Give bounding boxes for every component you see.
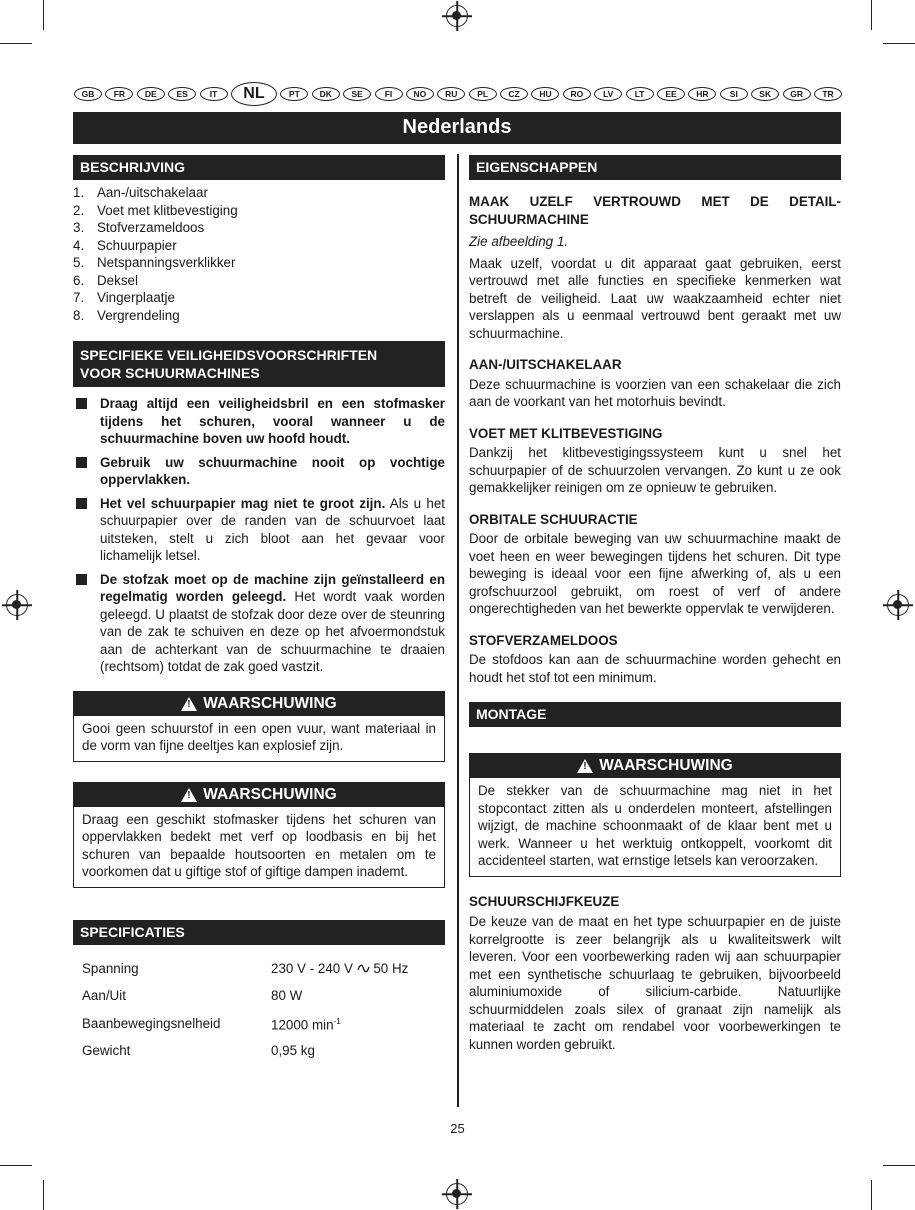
- spec-key: Aan/Uit: [82, 988, 126, 1003]
- language-tab-gr: GR: [783, 87, 811, 101]
- crop-mark: [883, 43, 915, 44]
- language-tab-hr: HR: [688, 87, 716, 101]
- safety-heading-line1: SPECIFIEKE VEILIGHEIDSVOORSCHRIFTEN: [80, 347, 378, 363]
- list-item: [73, 254, 445, 272]
- language-tab-ro: RO: [563, 87, 591, 101]
- list-item: [73, 272, 445, 290]
- crop-mark: [883, 1165, 915, 1166]
- language-tab-de: DE: [137, 87, 165, 101]
- spec-row: [73, 1010, 445, 1038]
- safety-list: [73, 395, 445, 676]
- safety-text: [100, 395, 445, 448]
- sanding-title: SCHUURSCHIJFKEUZE: [469, 893, 620, 909]
- page-title: Nederlands: [73, 112, 841, 144]
- intro-title: MAAK UZELF VERTROUWD MET DE DETAIL-SCHUURMACHINE: [469, 194, 841, 227]
- list-text: Deksel: [97, 272, 138, 288]
- warning-triangle-icon: !: [181, 788, 197, 802]
- left-column: [73, 155, 445, 1065]
- warning-header: [74, 692, 444, 716]
- safety-text-bold: Draag altijd een veiligheidsbril en een stofmasker tijdens het schuren, vooral wanneer u de schuurmachine boven uw hoofd houdt.: [100, 396, 445, 446]
- language-tab-es: ES: [168, 87, 196, 101]
- list-number: 4.: [73, 237, 85, 253]
- warning-header: [74, 783, 444, 807]
- square-bullet-icon: [76, 398, 87, 409]
- square-bullet-icon: [76, 574, 87, 585]
- section-heading-specs: SPECIFICATIES: [73, 920, 445, 945]
- list-item: [73, 289, 445, 307]
- list-number: 5.: [73, 255, 85, 270]
- list-number: 3.: [73, 220, 85, 235]
- spec-value: [271, 960, 408, 978]
- square-bullet-icon: [76, 457, 87, 468]
- crop-mark: [0, 1165, 32, 1166]
- section-heading-features: EIGENSCHAPPEN: [469, 155, 841, 180]
- warning-label: WAARSCHUWING: [203, 785, 337, 803]
- list-text: Schuurpapier: [97, 237, 177, 253]
- spec-value-text: 12000 min: [271, 1017, 334, 1033]
- feature-title: STOFVERZAMELDOOS: [469, 632, 618, 648]
- warning-triangle-icon: !: [181, 697, 197, 711]
- safety-text-normal: Het wordt vaak worden geleegd. U plaatst de stofzak door deze over de steunring van de zak te schuiven en deze op het afvoermondstuk aan de achterkant van de schuurmachine te draaien (rechtsom) totdat de zak goed vastzit.: [100, 589, 445, 674]
- language-tab-hu: HU: [531, 87, 559, 101]
- safety-text-bold: Gebruik uw schuurmachine nooit op vochtige oppervlakken.: [100, 454, 445, 487]
- language-selector: [74, 84, 842, 104]
- safety-item: [73, 571, 445, 676]
- safety-text: [100, 495, 445, 565]
- spec-row: [73, 955, 445, 983]
- sanding-text: De keuze van de maat en het type schuurpapier en de juiste korrelgrootte is zeer belangrijk als u kwaliteitswerk wilt leveren. Voor een voorbewerking raden wij aan schuurpapier met een synthetische schuurlaag te gebruiken, bijvoorbeeld aluminiumoxide of silicium-carbide. Natuurlijke schuurmiddelen zoals silex of granaat zijn namelijk als materiaal te zacht om rendabel voor voorbewerkingen te kunnen worden gebruikt.: [469, 914, 841, 1052]
- language-tab-sk: SK: [751, 87, 779, 101]
- warning-text: Gooi geen schuurstof in een open vuur, want materiaal in de vorm van fijne deeltjes kan explosief zijn.: [82, 720, 436, 753]
- section-heading-assembly: MONTAGE: [469, 702, 841, 727]
- spec-key: Baanbewegingsnelheid: [82, 1015, 221, 1031]
- specs-table: [73, 955, 445, 1065]
- crop-mark: [43, 1180, 44, 1210]
- safety-text: [100, 454, 445, 489]
- list-number: 1.: [73, 185, 85, 200]
- registration-mark-icon: [887, 594, 909, 616]
- registration-mark-icon: [6, 594, 28, 616]
- warning-box: [73, 782, 445, 888]
- page-number: 25: [450, 1121, 465, 1136]
- spec-key: Spanning: [82, 960, 139, 976]
- language-tab-lt: LT: [626, 87, 654, 101]
- crop-mark: [43, 0, 44, 30]
- spec-value-text: 230 V - 240 V: [271, 960, 353, 976]
- language-tab-nl: NL: [231, 82, 277, 106]
- language-tab-ru: RU: [437, 87, 465, 101]
- list-item: [73, 219, 445, 237]
- feature-text: Door de orbitale beweging van uw schuurmachine maakt de voet heen en weer bewegingen tijdens het schuren. Dit type beweging is ideaal voor een fijne afwerking of, als u een grofschuurzool gebruikt, om roest of verf of andere ongerechtigheden van het bewerkte oppervlak te verwijderen.: [469, 531, 841, 616]
- column-divider: [457, 154, 459, 1107]
- list-item: [73, 237, 445, 255]
- safety-text: [100, 571, 445, 676]
- description-list: [73, 184, 445, 324]
- list-item: [73, 307, 445, 325]
- registration-mark-icon: [446, 5, 468, 27]
- safety-text-bold: Het vel schuurpapier mag niet te groot zijn.: [100, 495, 386, 511]
- list-text: Netspanningsverklikker: [97, 255, 236, 270]
- feature-title: AAN-/UITSCHAKELAAR: [469, 357, 622, 372]
- list-text: Aan-/uitschakelaar: [97, 185, 208, 200]
- square-bullet-icon: [76, 498, 87, 509]
- feature-title: VOET MET KLITBEVESTIGING: [469, 425, 663, 441]
- crop-mark: [871, 0, 872, 30]
- language-tab-lv: LV: [594, 87, 622, 101]
- safety-text-normal: Als u het schuurpapier over de randen van de schuurvoet laat uitsteken, stelt u zich bloot aan het gevaar voor lichamelijk letsel.: [100, 495, 445, 563]
- intro-figure-ref: Zie afbeelding 1.: [469, 234, 569, 249]
- language-tab-it: IT: [200, 87, 228, 101]
- crop-mark: [0, 43, 32, 44]
- spec-value: [271, 987, 302, 1005]
- list-number: 2.: [73, 202, 85, 218]
- feature-title: ORBITALE SCHUURACTIE: [469, 511, 638, 527]
- feature-text: Dankzij het klitbevestigingssysteem kunt u snel het schuurpapier of de schuurzolen vervangen. Zo kunt u ze ook gemakkelijker reinigen om ze opnieuw te gebruiken.: [469, 445, 841, 495]
- spec-key: Gewicht: [82, 1043, 131, 1058]
- intro-text: Maak uzelf, voordat u dit apparaat gaat gebruiken, eerst vertrouwd met alle functies en specifieke kenmerken wat betreft de veiligheid. Laat uw waakzaamheid echter niet verslappen als u eenmaal vertrouwd bent geraakt met uw schuurmachine.: [469, 255, 841, 341]
- list-item: [73, 202, 445, 220]
- spec-row: [73, 1037, 445, 1065]
- ac-wave-icon: [357, 964, 370, 973]
- language-tab-cz: CZ: [500, 87, 528, 101]
- warning-label: WAARSCHUWING: [203, 694, 337, 712]
- safety-item: [73, 395, 445, 448]
- language-tab-se: SE: [343, 87, 371, 101]
- list-text: Vergrendeling: [97, 307, 180, 323]
- safety-heading-line2: VOOR SCHUURMACHINES: [80, 365, 260, 381]
- warning-box: [469, 753, 841, 877]
- language-tab-no: NO: [406, 87, 434, 101]
- section-heading-safety: [73, 341, 445, 387]
- feature-text: Deze schuurmachine is voorzien van een schakelaar die zich aan de voorkant van het motorhuis bevindt.: [469, 376, 841, 409]
- list-text: Stofverzameldoos: [97, 220, 205, 235]
- spec-sup: -1: [333, 1016, 341, 1026]
- warning-text: Draag een geschikt stofmasker tijdens het schuren van oppervlakken bedekt met verf op loodbasis en bij het schuren van bepaalde houtsoorten en metalen om te voorkomen dat u giftige stof of giftige dampen inademt.: [82, 811, 436, 879]
- section-heading-description: BESCHRIJVING: [73, 155, 445, 180]
- safety-item: [73, 495, 445, 565]
- language-tab-fr: FR: [105, 87, 133, 101]
- list-number: 6.: [73, 272, 85, 288]
- list-text: Vingerplaatje: [97, 290, 175, 305]
- warning-box: [73, 691, 445, 762]
- spec-value: [271, 1013, 341, 1034]
- list-number: 8.: [73, 307, 85, 323]
- language-tab-ee: EE: [657, 87, 685, 101]
- language-tab-pl: PL: [469, 87, 497, 101]
- spec-row: [73, 982, 445, 1010]
- list-text: Voet met klitbevestiging: [97, 202, 238, 218]
- language-tab-fi: FI: [375, 87, 403, 101]
- language-tab-tr: TR: [814, 87, 842, 101]
- spec-value: [271, 1042, 315, 1060]
- safety-text-bold: De stofzak moet op de machine zijn geïnstalleerd en regelmatig worden geleegd.: [100, 571, 445, 604]
- warning-label: WAARSCHUWING: [599, 757, 733, 774]
- spec-value-text: 0,95 kg: [271, 1043, 315, 1058]
- crop-mark: [871, 1180, 872, 1210]
- spec-extra: 50 Hz: [373, 960, 409, 976]
- list-item: [73, 184, 445, 202]
- warning-triangle-icon: !: [577, 759, 593, 773]
- language-tab-si: SI: [720, 87, 748, 101]
- warning-text: De stekker van de schuurmachine mag niet in het stopcontact zitten als u onderdelen monteert, afstellingen wijzigt, de machine schoonmaakt of de klaar bent met u werk. Wanneer u het werktuig ontkoppelt, voorkomt dit accidenteel starten, wat ernstige letsels kan veroorzaken.: [478, 783, 832, 868]
- right-column: [469, 155, 841, 1053]
- language-tab-gb: GB: [74, 87, 102, 101]
- warning-header: [470, 754, 840, 778]
- feature-blocks: [469, 356, 841, 686]
- registration-mark-icon: [446, 1183, 468, 1205]
- feature-text: De stofdoos kan aan de schuurmachine worden gehecht en houdt het stof tot een minimum.: [469, 652, 841, 685]
- spec-value-text: 80 W: [271, 988, 303, 1003]
- language-tab-pt: PT: [280, 87, 308, 101]
- safety-item: [73, 454, 445, 489]
- language-tab-dk: DK: [312, 87, 340, 101]
- list-number: 7.: [73, 290, 85, 305]
